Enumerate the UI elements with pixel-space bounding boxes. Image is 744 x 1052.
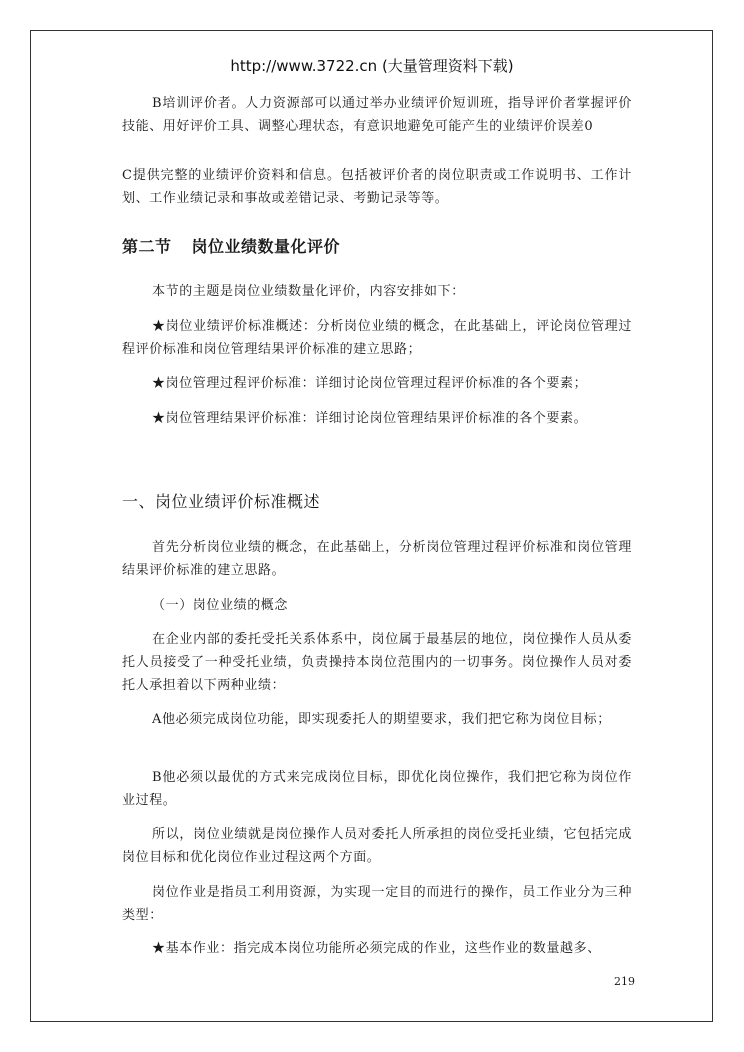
paragraph-bullet-overview: ★岗位业绩评价标准概述：分析岗位业绩的概念，在此基础上，评论岗位管理过程评价标准和岗位管理结果评价标准的建立思路；	[122, 319, 632, 357]
paragraph-goal-a: A他必须完成岗位功能，即实现委托人的期望要求，我们把它称为岗位目标；	[152, 712, 611, 727]
page-header-url: http://www.3722.cn (大量管理资料下载)	[230, 57, 514, 75]
paragraph-sub-heading-concept: （一）岗位业绩的概念	[152, 598, 289, 613]
paragraph-bullet-process: ★岗位管理过程评价标准：详细讨论岗位管理过程评价标准的各个要素；	[152, 376, 588, 391]
paragraph-train-evaluators: B培训评价者。人力资源部可以通过举办业绩评价短训班，指导评价者掌握评价技能、用好评价工具、调整心理状态，有意识地避免可能产生的业绩评价误差0	[122, 96, 632, 134]
paragraph-section-intro: 本节的主题是岗位业绩数量化评价，内容安排如下：	[152, 284, 465, 299]
section-heading	[122, 234, 340, 257]
paragraph-concept-intro: 首先分析岗位业绩的概念，在此基础上，分析岗位管理过程评价标准和岗位管理结果评价标准的建立思路。	[122, 540, 632, 578]
section-number: 第二节	[122, 237, 172, 256]
page-number: 219	[614, 975, 635, 988]
paragraph-provide-materials: C提供完整的业绩评价资料和信息。包括被评价者的岗位职责或工作说明书、工作计划、工作业绩记录和事故或差错记录、考勤记录等等。	[122, 168, 632, 206]
paragraph-operation-types: 岗位作业是指员工利用资源，为实现一定目的而进行的操作，员工作业分为三种类型：	[122, 885, 632, 923]
paragraph-delegation: 在企业内部的委托受托关系体系中，岗位属于最基层的地位，岗位操作人员从委托人员接受了一种受托业绩，负责操持本岗位范围内的一切事务。岗位操作人员对委托人承担着以下两种业绩：	[122, 632, 632, 693]
paragraph-performance-def: 所以，岗位业绩就是岗位操作人员对委托人所承担的岗位受托业绩，它包括完成岗位目标和优化岗位作业过程这两个方面。	[122, 827, 632, 865]
paragraph-bullet-result: ★岗位管理结果评价标准：详细讨论岗位管理结果评价标准的各个要素。	[152, 411, 588, 426]
paragraph-process-b: B他必须以最优的方式来完成岗位目标，即优化岗位操作，我们把它称为岗位作业过程。	[122, 770, 632, 808]
paragraph-bullet-basic: ★基本作业：指完成本岗位功能所必须完成的作业，这些作业的数量越多、	[152, 941, 601, 956]
subsection-heading: 一、岗位业绩评价标准概述	[122, 492, 321, 511]
section-title: 岗位业绩数量化评价	[191, 237, 341, 256]
